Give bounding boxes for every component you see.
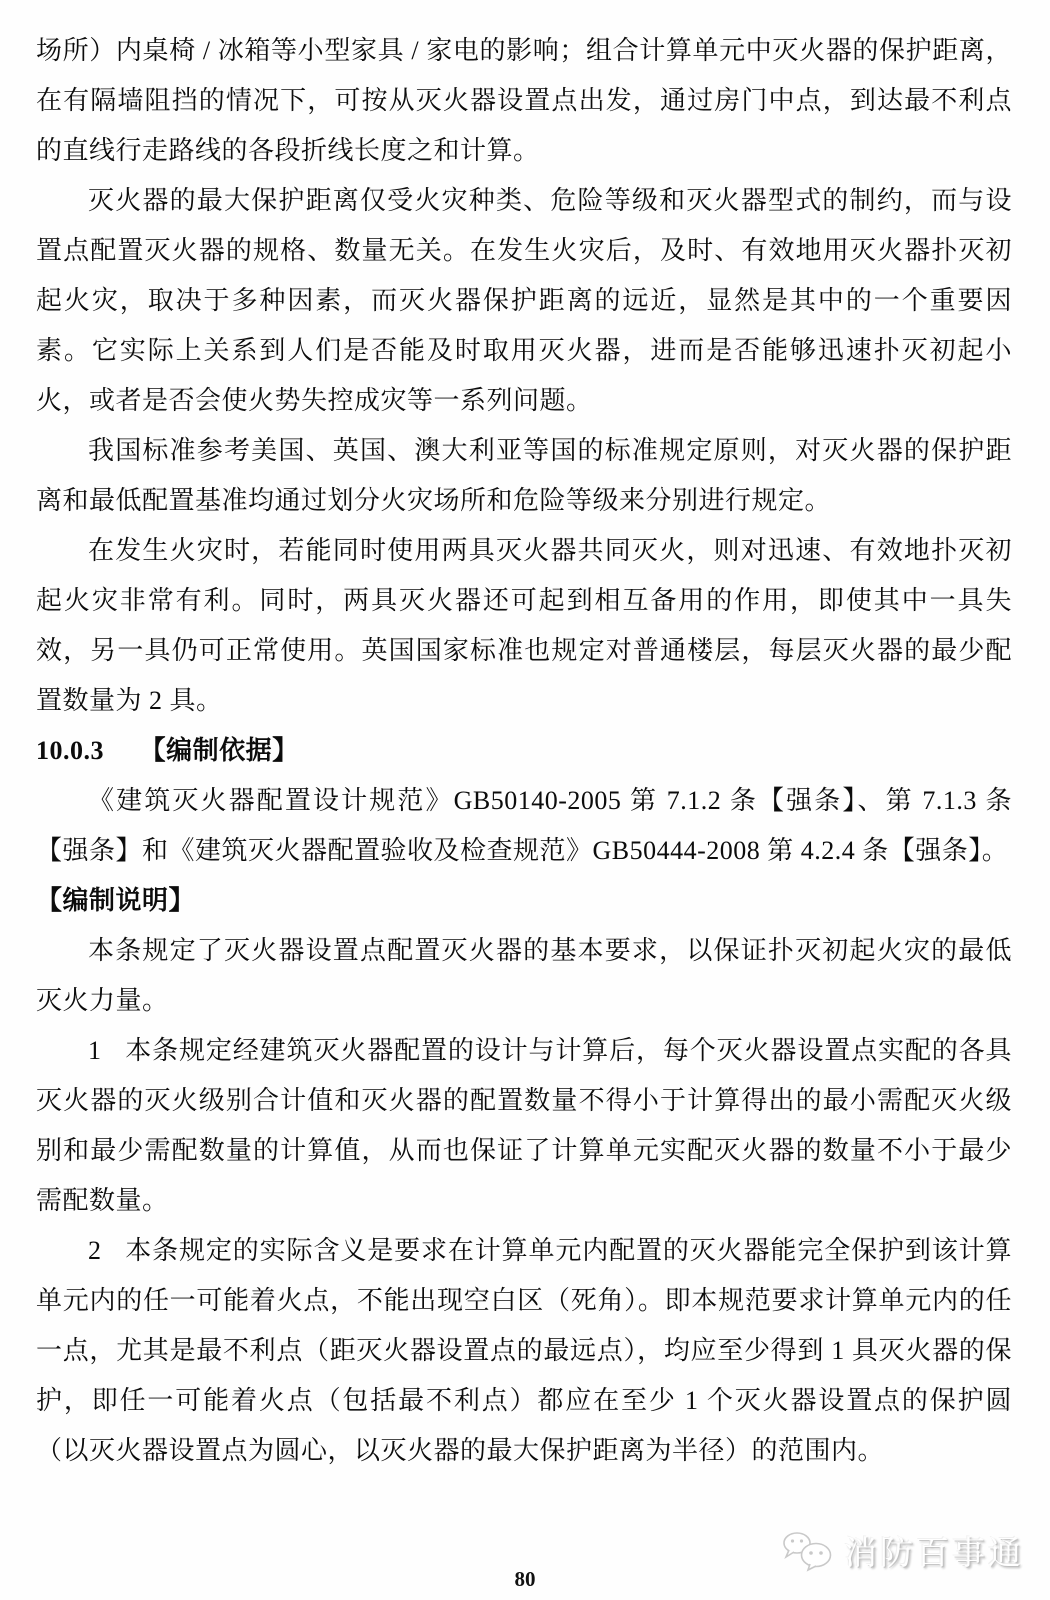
- paragraph-two-extinguishers: 在发生火灾时，若能同时使用两具灭火器共同灭火，则对迅速、有效地扑灭初起火灾非常有利。同时，两具灭火器还可起到相互备用的作用，即使其中一具失效，另一具仍可正常使用。英国国家标准也规定对普通楼层，每层灭火器的最少配置数量为 2 具。: [36, 536, 1012, 715]
- watermark-label: 消防百事通: [844, 1534, 1024, 1571]
- paragraph-max-protection-distance: 灭火器的最大保护距离仅受火灾种类、危险等级和灭火器型式的制约，而与设置点配置灭火器的规格、数量无关。在发生火灾后，及时、有效地用灭火器扑灭初起火灾，取决于多种因素，而灭火器保护距离的远近，显然是其中的一个重要因素。它实际上关系到人们是否能及时取用灭火器，进而是否能够迅速扑灭初起小火，或者是否会使火势失控成灾等一系列问题。: [36, 186, 1012, 415]
- paragraph-explanation-item-1: [36, 1026, 1012, 1226]
- section-number: 10.0.3: [36, 736, 104, 765]
- paragraph-explanation-intro: 本条规定了灭火器设置点配置灭火器的基本要求，以保证扑灭初起火灾的最低灭火力量。: [36, 936, 1012, 1015]
- item-number-1: 1: [88, 1036, 102, 1065]
- section-title-basis: 【编制依据】: [139, 736, 299, 765]
- item-text-2: 本条规定的实际含义是要求在计算单元内配置的灭火器能完全保护到该计算单元内的任一可能着火点，不能出现空白区（死角）。即本规范要求计算单元内的任一点，尤其是最不利点（距灭火器设置点的最远点），均应至少得到 1 具灭火器的保护，即任一可能着火点（包括最不利点）都应在至少 1 个灭火器设置点的保护圆（以灭火器设置点为圆心，以灭火器的最大保护距离为半径）的范围内。: [36, 1236, 1012, 1465]
- section-heading-explanation: 【编制说明】: [36, 886, 196, 915]
- page-number: 80: [514, 1567, 536, 1591]
- paragraph-protection-distance-continuation: 场所）内桌椅 / 冰箱等小型家具 / 家电的影响；组合计算单元中灭火器的保护距离，在有隔墙阻挡的情况下，可按从灭火器设置点出发，通过房门中点，到达最不利点的直线行走路线的各段折线长度之和计算。: [36, 36, 1012, 165]
- paragraph-national-standards: 我国标准参考美国、英国、澳大利亚等国的标准规定原则，对灭火器的保护距离和最低配置基准均通过划分火灾场所和危险等级来分别进行规定。: [36, 436, 1012, 515]
- item-number-2: 2: [88, 1236, 102, 1265]
- paragraph-explanation-item-2: [36, 1226, 1012, 1476]
- paragraph-basis-references: 《建筑灭火器配置设计规范》GB50140-2005 第 7.1.2 条【强条】、第 7.1.3 条【强条】和《建筑灭火器配置验收及检查规范》GB50444-2008 第 4.2.4 条【强条】。: [36, 786, 1012, 865]
- wechat-bubbles-icon: [780, 1530, 838, 1572]
- document-body: [36, 26, 1012, 1476]
- item-text-1: 本条规定经建筑灭火器配置的设计与计算后，每个灭火器设置点实配的各具灭火器的灭火级别合计值和灭火器的配置数量不得小于计算得出的最小需配灭火级别和最少需配数量的计算值，从而也保证了计算单元实配灭火器的数量不小于最少需配数量。: [36, 1036, 1012, 1215]
- section-heading-basis: [36, 726, 1012, 776]
